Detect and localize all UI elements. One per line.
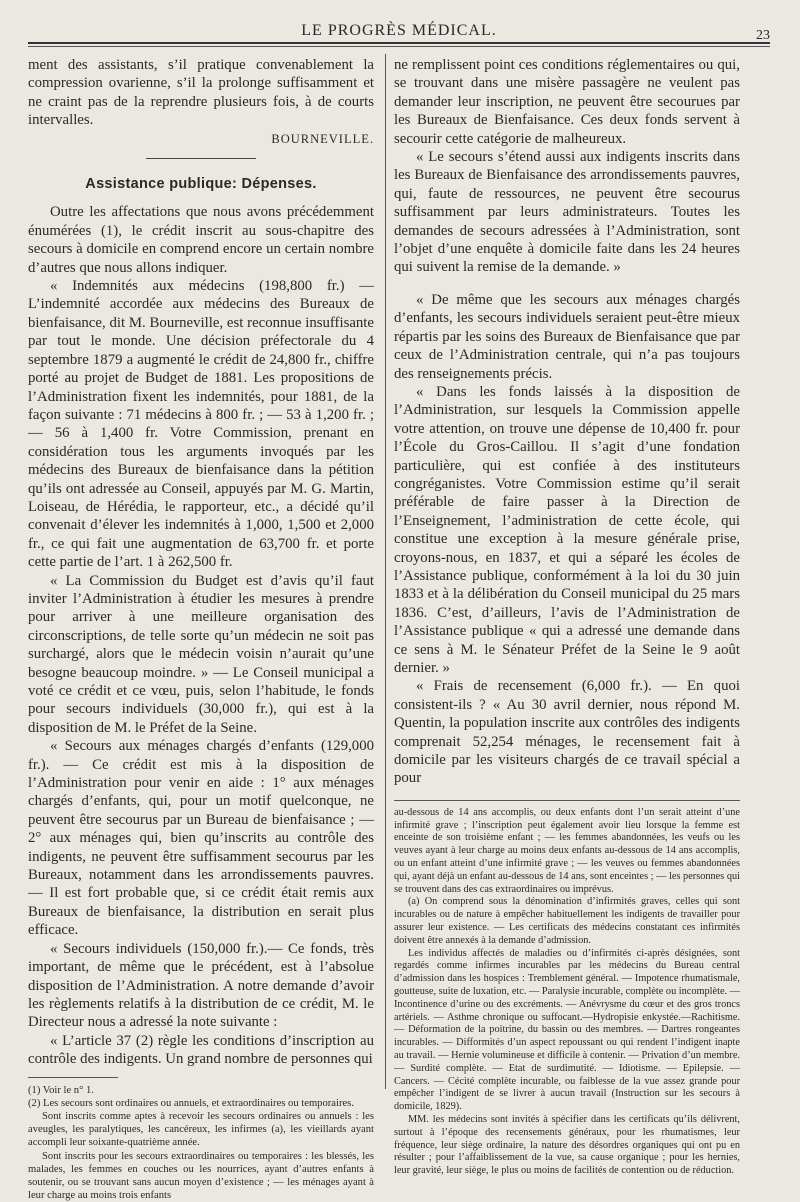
footnote-2: (2) Les secours sont ordinaires ou annuels, et extraordinaires ou temporaires. bbox=[28, 1097, 354, 1109]
footnote-3: Sont inscrits comme aptes à recevoir les secours ordinaires ou annuels : les aveugles, les paralytiques, les cancéreux, les infirmes (a), les vieillards ayant accompli leur soixante-quatrième année. bbox=[28, 1110, 374, 1149]
footnote-rule bbox=[28, 1077, 118, 1078]
left-paragraph-2: Outre les affectations que nous avons précédemment énumérées (1), le crédit inscrit au sous-chapitre des secours à domicile en comprend encore un certain nombre d’autres que nous allons indiquer. bbox=[28, 204, 374, 276]
header-rule-thin bbox=[28, 46, 770, 47]
left-paragraph-3: « Indemnités aux médecins (198,800 fr.) — L’indemnité accordée aux médecins des Bureaux de bienfaisance, dit M. Bourneville, est reconnue insuffisante par tout le monde. Une décision préfectorale du 4 septembre 1879 a augmenté le crédit de 24,800 fr., chiffre porté au projet de Budget de 1881. Les propositions de l’Administration fixent les indemnités, pour 1881, de la façon suivante : 71 médecins à 800 fr. ; — 53 à 1,200 fr. ; — 56 à 1,400 fr. Votre Commission, prenant en considération tous les arguments invoqués par les médecins des Bureaux de bienfaisance dans la pétition qu’ils ont adressée au Conseil, appuyés par M. G. Martin, Loiseau, de Hérédia, le rapporteur, etc., a décidé qu’il convenait d’élever les indemnités à 1,000, 1,500 et 2,000 fr., ce qui fait une augmentation de 63,700 fr. et porte cette partie de l’art. 1 à 262,500 fr. bbox=[28, 278, 374, 571]
journal-title: LE PROGRÈS MÉDICAL. bbox=[301, 22, 497, 39]
right-column bbox=[394, 56, 740, 1178]
section-title: Assistance publique: Dépenses. bbox=[85, 176, 317, 193]
footnote-4: Sont inscrits pour les secours extraordinaires ou temporaires : les blessés, les malades, les femmes en couches ou les nourrices, ayant d’autres enfants à soutenir, ou se trouvant sans aucun moyen d’existence ; — les ménages ayant à leur charge au moins trois enfants bbox=[28, 1150, 374, 1202]
right-paragraph-5: « Frais de recensement (6,000 fr.). — En quoi consistent-ils ? « Au 30 avril dernier, nous répond M. Quentin, la population inscrite aux contrôles des indigents comprenait 52,254 ménages, le recensement fait à domicile par les visiteurs chargés de ce travail spécial a pour bbox=[394, 678, 740, 787]
signature: BOURNEVILLE. bbox=[271, 131, 374, 146]
left-paragraph-1: ment des assistants, s’il pratique convenablement la compression ovarienne, s’il la prolonge suffisamment et ne craint pas de la reprendre plusieurs fois, à de courts intervalles. bbox=[28, 57, 374, 129]
page-number: 23 bbox=[756, 28, 770, 43]
note-1: au-dessous de 14 ans accomplis, ou deux enfants dont l’un serait atteint d’une infirmité grave ; l’inscription peut également avoir lieu lorsque la femme est enceinte de son troisième enfant ; — les femmes abandonnées, les veufs ou les veuves ayant à leur charge au moins deux enfants au-dessous de 14 ans accomplis, ou un enfant atteint d’une infirmité grave ; — les veuves ou femmes abandonnées qui, ayant déjà un enfant au-dessous de 14 ans, sont enceintes ; — les personnes qui se trouvent dans des cas extraordinaires ou imprévus. bbox=[394, 806, 740, 895]
article-separator bbox=[146, 158, 256, 159]
left-paragraph-7: « L’article 37 (2) règle les conditions d’inscription au contrôle des indigents. Un grand nombre de personnes qui bbox=[28, 1032, 374, 1068]
notes-rule bbox=[394, 800, 740, 801]
right-paragraph-3: « De même que les secours aux ménages chargés d’enfants, les secours individuels seraient peut-être mieux répartis par les soins des Bureaux de Bienfaisance que par ceux de l’Administration centrale, qui n’a pas toujours des renseignements précis. bbox=[394, 291, 740, 382]
header-rule bbox=[28, 42, 770, 44]
note-3: Les individus affectés de maladies ou d’infirmités ci-après désignées, sont regardés comme infirmes incurables par les médecins du Bureau central d’admission dans les hospices : Tremblement général. — Impotence rhumatismale, goutteuse, suite de luxation, etc. — Paralysie incurable, complète ou incomplète. — Incontinence d’urine ou des excréments. — Anévrysme du cœur et des gros troncs artériels. — Asthme chronique ou suffocant.—Hydropisie enkystée.—Rachitisme. — Déformation de la poitrine, du bassin ou des membres. — Dartres rongeantes incurables. — Difformités d’un aspect repoussant ou qui rendent l’indigent inapte au travail. — Hernie volumineuse et difficile à contenir. — Privation d’un membre. — Surdité complète. — Etat de surdimutité. — Idiotisme. — Epilepsie. — Cancers. — Cécité complète incurable, ou faiblesse de la vue assez grande pour empêcher l’indigent de se livrer à aucun travail (Instruction sur les secours à domicile, 1829). bbox=[394, 947, 740, 1113]
footnote-1: (1) Voir le n° 1. bbox=[28, 1084, 94, 1096]
right-paragraph-1: ne remplissent point ces conditions réglementaires ou qui, se trouvant dans une misère passagère ne veulent pas demander leur inscription, ne peuvent être secourues par les Bureaux de Bienfaisance. Ces deux fonds servent à secourir cette catégorie de malheureux. bbox=[394, 57, 740, 147]
note-2: (a) On comprend sous la dénomination d’infirmités graves, celles qui sont incurables ou de nature à empêcher habituellement les indigents de travailler pour assurer leur existence. — Les certificats des médecins constatant ces infirmités doivent être annexés à la demande d’admission. bbox=[394, 896, 740, 946]
left-footnotes bbox=[28, 1084, 374, 1202]
right-notes bbox=[394, 807, 740, 1178]
column-divider bbox=[385, 54, 386, 1089]
right-paragraph-2: « Le secours s’étend aussi aux indigents inscrits dans les Bureaux de Bienfaisance des arrondissements pauvres, qui, faute de ressources, ne peuvent être secourus suffisamment par leurs administrateurs. Toutes les demandes de secours adressées à l’Administration, sont l’objet d’une enquête à domicile faite dans les 24 heures qui suivent la remise de la demande. » bbox=[394, 149, 740, 276]
left-paragraph-5: « Secours aux ménages chargés d’enfants (129,000 fr.). — Ce crédit est mis à la disposition de l’Administration pour venir en aide : 1° aux ménages chargés d’enfants, qui, pour un motif quelconque, ne peuvent être secourus par un Bureau de bienfaisance ; — 2° aux ménages qui, bien qu’inscrits au contrôle des indigents, ne peuvent être suffisamment secourus par les Bureaux, notamment dans les arrondissements pauvres. — Il est fort probable que, si ce crédit était remis aux Bureaux de bienfaisance, la distribution en serait plus efficace. bbox=[28, 738, 374, 939]
left-column bbox=[28, 56, 374, 1202]
note-4: MM. les médecins sont invités à spécifier dans les certificats qu’ils délivrent, surtout à l’époque des recensements généraux, pour les rhumatismes, leur fréquence, leur siège ordinaire, la nature des désordres organiques qui ont pu en résulter ; pour l’affaiblissement de la vue, sa cause organique ; pour les hernies, leur gravité, leur siège, le plus ou moins de facilités de contention ou de réduction. bbox=[394, 1113, 740, 1177]
page-header bbox=[28, 18, 770, 44]
right-paragraph-4: « Dans les fonds laissés à la disposition de l’Administration, sur lesquels la Commission appelle votre attention, on trouve une dépense de 10,400 fr. pour l’École du Gros-Caillou. Il s’agit d’une fondation particulière, qui est confiée à des instituteurs congréganistes. Votre Commission estime qu’il serait préférable de faire passer à la Direction de l’Enseignement, l’administration de cette école, qui constitue une exception à la mesure générale prise, croyons-nous, en 1837, et qui a séparé les écoles de l’Assistance publique, conformément à la loi du 30 juin 1833 et à la délibération du Conseil municipal du 25 mars 1836. C’est, d’ailleurs, l’avis de l’Administration de l’Assistance publique « qui a adressé une demande dans ce sens à M. le Sénateur Préfet de la Seine le 9 août dernier. » bbox=[394, 383, 740, 676]
left-paragraph-6: « Secours individuels (150,000 fr.).— Ce fonds, très important, de même que le précédent, est à l’absolue disposition de l’Administration. A notre demande d’avoir les règlements relatifs à la distribution de ce crédit, M. le Directeur nous a adressé la note suivante : bbox=[28, 940, 374, 1031]
left-paragraph-4: « La Commission du Budget est d’avis qu’il faut inviter l’Administration à étudier les mesures à prendre pour arriver à une meilleure organisation des circonscriptions, de telle sorte qu’un médecin ne soit pas surchargé, alors que le médecin voisin n’aurait qu’une besogne beaucoup moindre. » — Le Conseil municipal a voté ce crédit et ce vœu, puis, selon l’habitude, le fonds pour secours individuels (30,000 fr.), qui est à la disposition de M. le Préfet de la Seine. bbox=[28, 572, 374, 736]
